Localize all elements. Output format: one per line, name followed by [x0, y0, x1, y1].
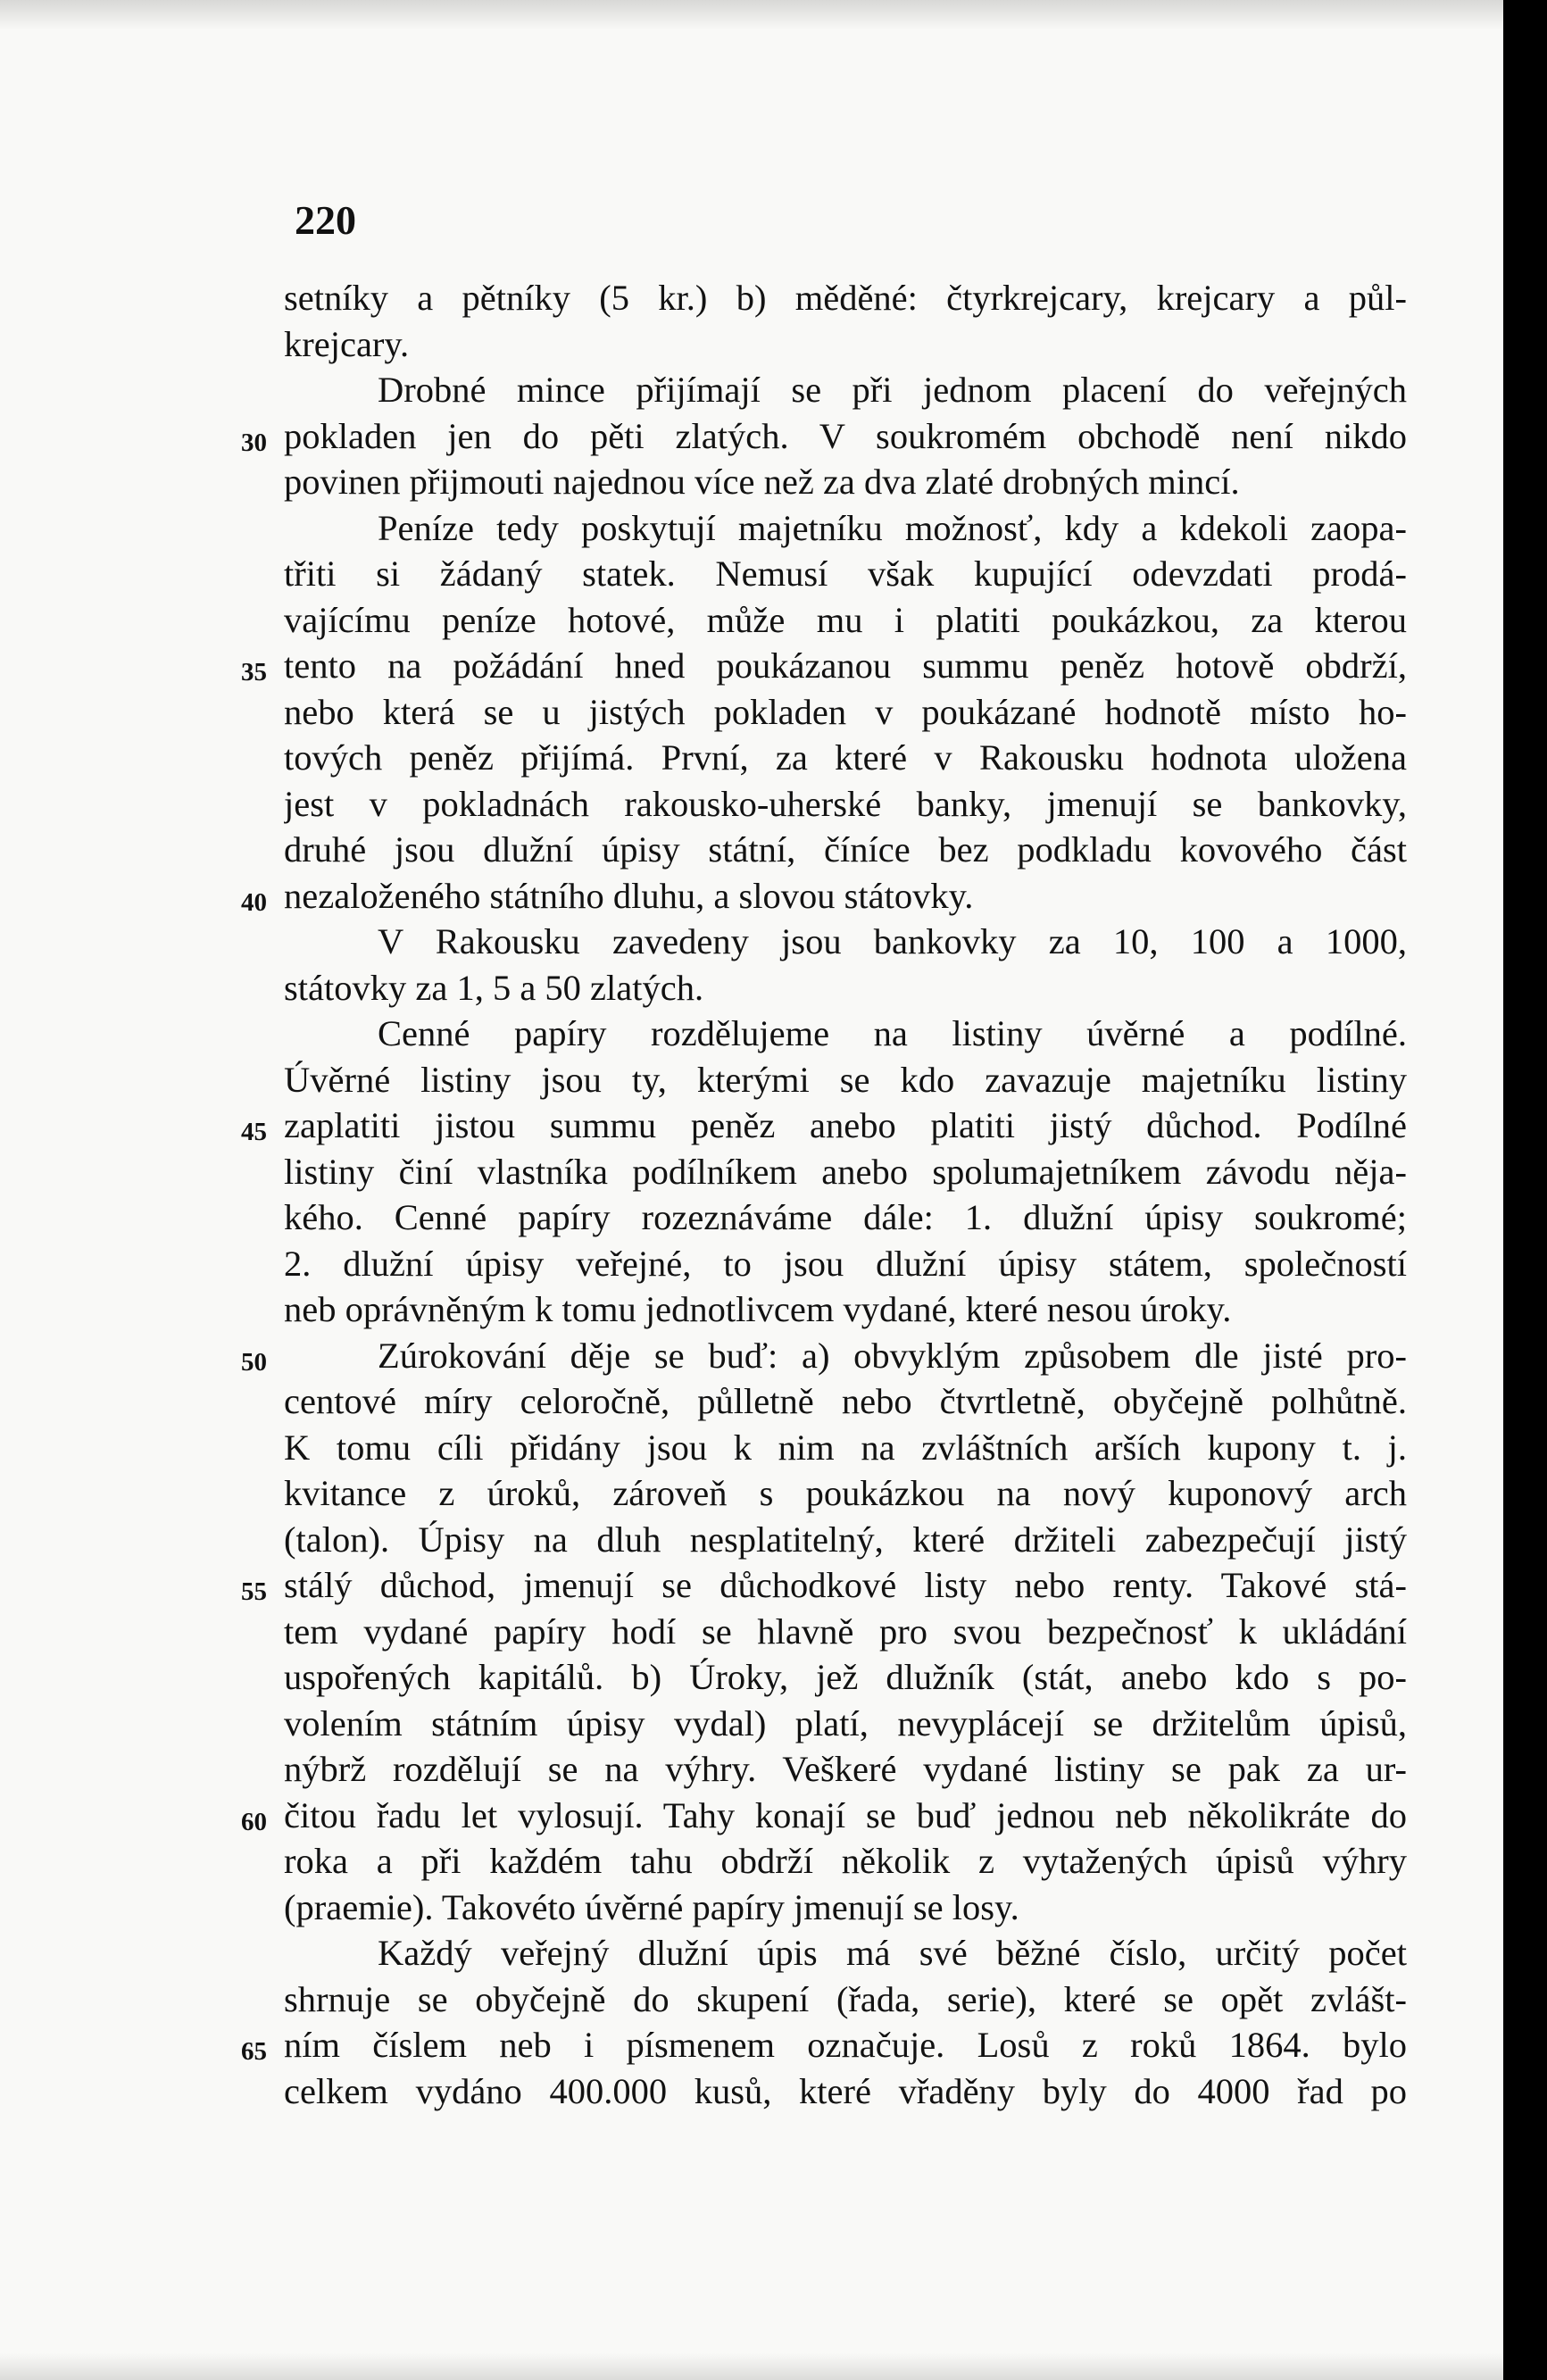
line-text: ním číslem neb i písmenem označuje. Losů z roků 1864. bylo — [284, 2025, 1407, 2065]
line-number: 50 — [241, 1347, 267, 1377]
text-line — [241, 1793, 1407, 1839]
line-text: kvitance z úroků, zároveň s poukázkou na nový kuponový arch — [284, 1473, 1407, 1513]
line-text: listiny činí vlastníka podílníkem anebo spolumajetníkem závodu něja- — [284, 1151, 1407, 1192]
line-text: druhé jsou dlužní úpisy státní, číníce bez podkladu kovového část — [284, 829, 1407, 870]
line-number: 55 — [241, 1577, 267, 1606]
text-line — [284, 827, 1407, 873]
line-text: tových peněz přijímá. První, za které v Rakousku hodnota uložena — [284, 737, 1407, 778]
line-number: 40 — [241, 887, 267, 917]
line-text: volením státním úpisy vydal) platí, nevyplácejí se držitelům úpisů, — [284, 1702, 1407, 1743]
text-line — [284, 965, 1407, 1011]
line-number: 45 — [241, 1118, 267, 1146]
text-line — [284, 1286, 1407, 1333]
line-text: kého. Cenné papíry rozeznáváme dále: 1. dlužní úpisy soukromé; — [284, 1197, 1407, 1237]
line-text: krejcary. — [284, 323, 410, 364]
line-text: setníky a pětníky (5 kr.) b) měděné: čtyrkrejcary, krejcary a půl- — [284, 278, 1407, 318]
text-line — [284, 2068, 1407, 2115]
text-line — [241, 2022, 1407, 2068]
text-line — [284, 1930, 1407, 1976]
text-line — [284, 459, 1407, 505]
line-text: Každý veřejný dlužní úpis má své běžné číslo, určitý počet — [378, 1933, 1407, 1973]
line-text: Úvěrné listiny jsou ty, kterými se kdo zavazuje majetníku listiny — [284, 1059, 1407, 1100]
line-number: 30 — [241, 428, 267, 457]
text-line — [241, 873, 1407, 920]
text-line — [284, 1011, 1407, 1057]
line-text: Drobné mince přijímají se při jednom placení do veřejných — [378, 370, 1407, 410]
line-text: celkem vydáno 400.000 kusů, které vřaděny byly do 4000 řad po — [284, 2070, 1407, 2111]
text-line — [284, 1378, 1407, 1425]
text-line — [284, 1838, 1407, 1885]
text-line — [284, 1701, 1407, 1747]
text-line — [284, 367, 1407, 413]
text-line — [284, 551, 1407, 597]
text-line — [284, 1746, 1407, 1793]
line-text: K tomu cíli přidány jsou k nim na zvláštních arších kupony t. j. — [284, 1427, 1407, 1468]
text-line — [284, 1194, 1407, 1241]
line-number: 60 — [241, 1807, 267, 1836]
text-line — [284, 321, 1407, 368]
text-line — [241, 643, 1407, 689]
line-number: 35 — [241, 658, 267, 687]
line-text: čitou řadu let vylosují. Tahy konají se buď jednou neb několikráte do — [284, 1794, 1407, 1835]
text-line — [241, 1103, 1407, 1149]
line-text: tem vydané papíry hodí se hlavně pro svou bezpečnosť k ukládání — [284, 1610, 1407, 1652]
line-text: Cenné papíry rozdělujeme na listiny úvěrné a podílné. — [378, 1013, 1407, 1053]
line-text: třiti si žádaný statek. Nemusí však kupující odevzdati prodá- — [284, 553, 1407, 594]
line-text: stálý důchod, jmenují se důchodkové listy nebo renty. Takové stá- — [284, 1565, 1407, 1605]
line-text: Peníze tedy poskytují majetníku možnosť, kdy a kdekoli zaopa- — [378, 507, 1407, 548]
scan-edge-bottom — [0, 2353, 1503, 2380]
line-text: nebo která se u jistých pokladen v poukázané hodnotě místo ho- — [284, 691, 1407, 732]
line-text: nezaloženého státního dluhu, a slovou státovky. — [284, 875, 974, 916]
scan-edge-top — [0, 0, 1503, 30]
text-line — [284, 689, 1407, 736]
line-text: nýbrž rozdělují se na výhry. Veškeré vydané listiny se pak za ur- — [284, 1749, 1407, 1789]
line-text: uspořených kapitálů. b) Úroky, jež dlužník (stát, anebo kdo s po- — [284, 1657, 1407, 1697]
line-text: povinen přijmouti najednou více než za dva zlaté drobných mincí. — [284, 462, 1240, 502]
text-line — [284, 735, 1407, 781]
text-line — [284, 1241, 1407, 1287]
text-line — [284, 1654, 1407, 1701]
line-text: (praemie). Takovéto úvěrné papíry jmenují se losy. — [284, 1886, 1019, 1927]
line-text: vajícímu peníze hotové, může mu i platiti poukázkou, za kterou — [284, 599, 1407, 640]
line-text: tento na požádání hned poukázanou summu peněz hotově obdrží, — [284, 645, 1407, 686]
line-text: jest v pokladnách rakousko-uherské banky, jmenují se bankovky, — [284, 783, 1407, 824]
text-line — [284, 1976, 1407, 2023]
text-line — [284, 597, 1407, 644]
line-text: centové míry celoročně, půlletně nebo čtvrtletně, obyčejně polhůtně. — [284, 1381, 1407, 1421]
line-text: pokladen jen do pěti zlatých. V soukromém obchodě není nikdo — [284, 415, 1407, 456]
body-text — [241, 275, 1407, 2114]
line-text: Zúrokování děje se buď: a) obvyklým způsobem dle jisté pro- — [378, 1335, 1407, 1376]
line-number: 65 — [241, 2037, 267, 2066]
text-line — [284, 781, 1407, 828]
line-text: 2. dlužní úpisy veřejné, to jsou dlužní úpisy státem, společností — [284, 1243, 1407, 1284]
line-text: zaplatiti jistou summu peněz anebo platiti jistý důchod. Podílné — [284, 1105, 1407, 1145]
text-line — [241, 1562, 1407, 1609]
text-line — [284, 1425, 1407, 1471]
text-line — [284, 1149, 1407, 1195]
text-line — [284, 1057, 1407, 1103]
text-line — [284, 275, 1407, 321]
text-line — [284, 1609, 1407, 1655]
line-text: shrnuje se obyčejně do skupení (řada, serie), které se opět zvlášt- — [284, 1978, 1407, 2019]
text-line — [284, 1517, 1407, 1563]
line-text: státovky za 1, 5 a 50 zlatých. — [284, 967, 704, 1008]
text-line — [241, 1333, 1407, 1379]
text-line — [241, 413, 1407, 460]
text-line — [284, 919, 1407, 965]
line-text: (talon). Úpisy na dluh nesplatitelný, které držiteli zabezpečují jistý — [284, 1519, 1407, 1560]
line-text: roka a při každém tahu obdrží několik z vytažených úpisů výhry — [284, 1841, 1407, 1881]
text-line — [284, 1885, 1407, 1931]
text-line — [284, 505, 1407, 552]
line-text: V Rakousku zavedeny jsou bankovky za 10, 100 a 1000, — [378, 921, 1407, 961]
line-text: neb oprávněným k tomu jednotlivcem vydané, které nesou úroky. — [284, 1289, 1232, 1329]
text-line — [284, 1470, 1407, 1517]
page-number: 220 — [295, 197, 356, 243]
